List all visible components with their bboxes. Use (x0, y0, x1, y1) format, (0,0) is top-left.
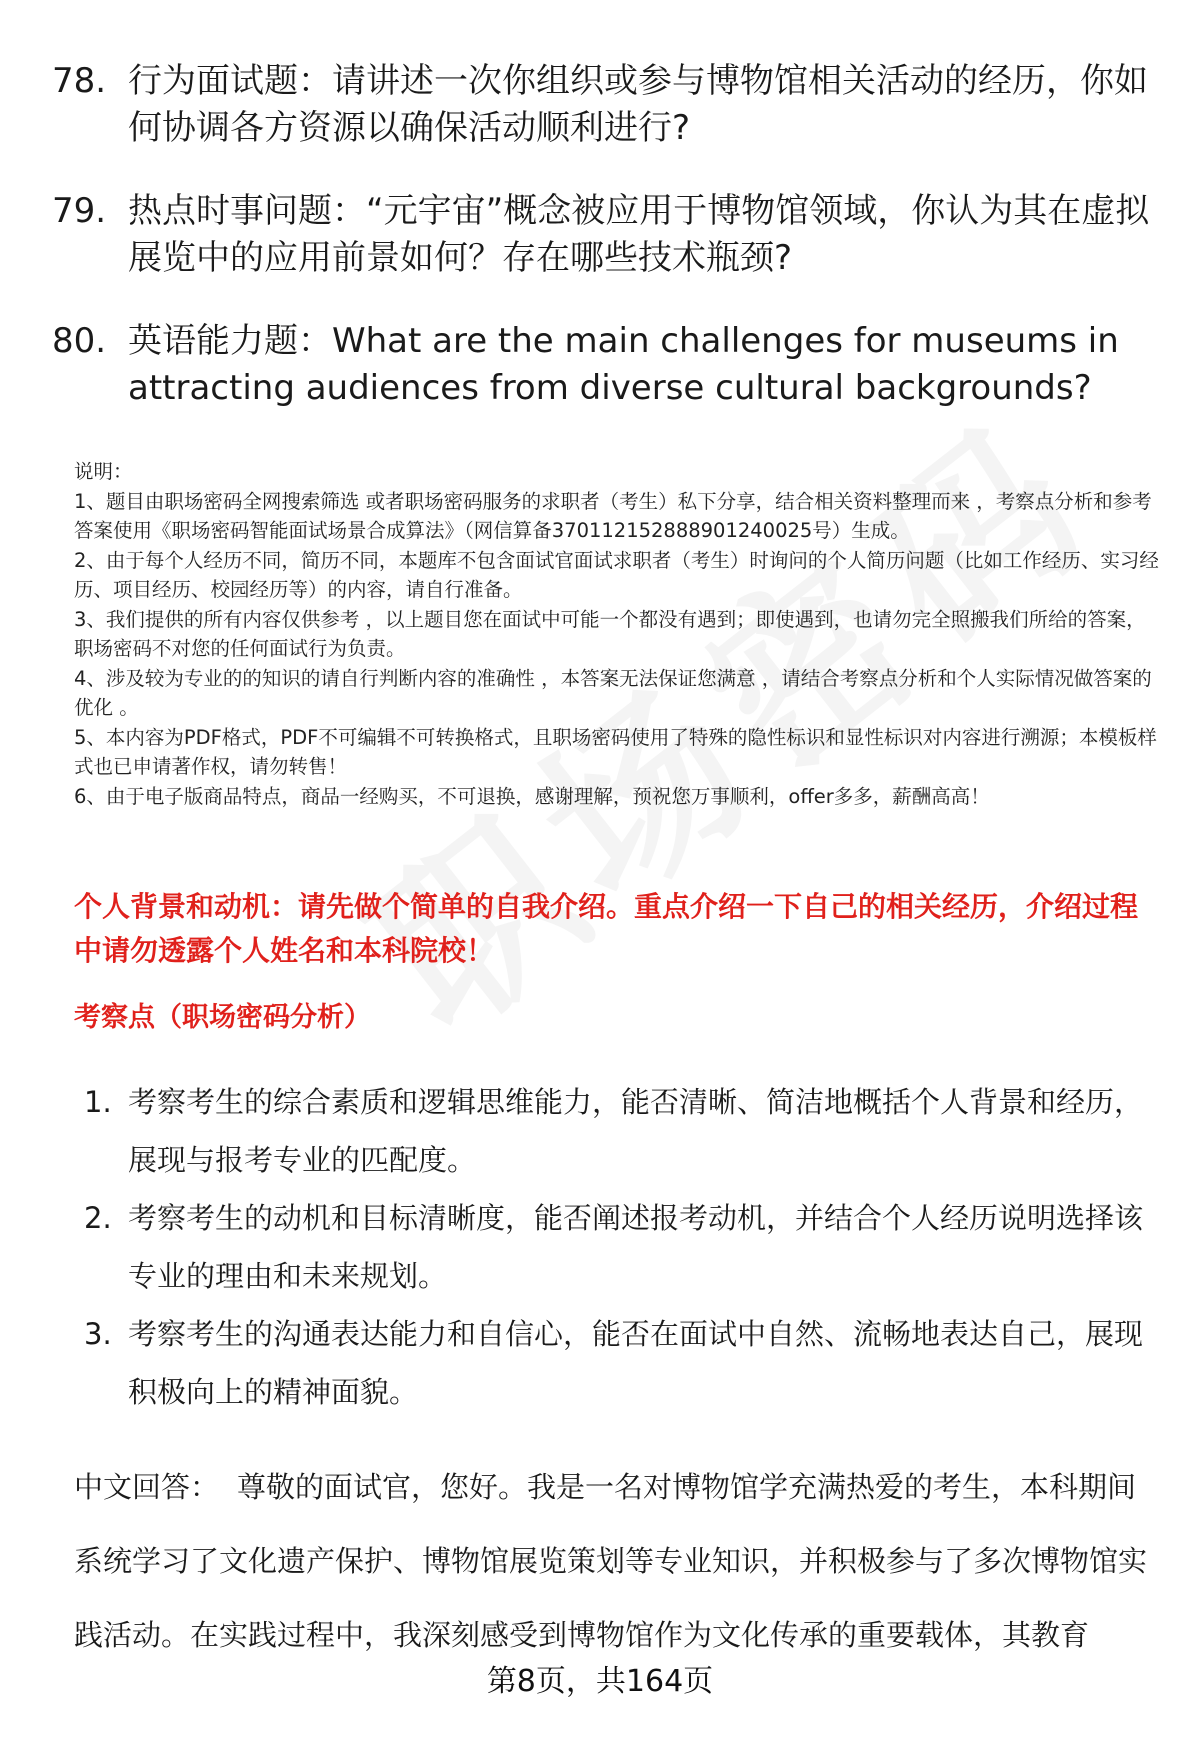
note-item: 2、由于每个人经历不同，简历不同，本题库不包含面试官面试求职者（考生）时询问的个人简历问题（比如工作经历、实习经历、项目经历、校园经历等）的内容，请自行准备。 (74, 548, 1159, 601)
assessment-point (84, 1073, 1144, 1189)
question-text: 英语能力题：What are the main challenges for museums in attracting audiences from diverse cultural backgrounds? (128, 321, 1119, 408)
question-list (52, 58, 1162, 448)
notes-title: 说明： (74, 460, 133, 483)
note-item: 4、涉及较为专业的的知识的请自行判断内容的准确性 ，本答案无法保证您满意 ，请结合考察点分析和个人实际情况做答案的优化 。 (74, 666, 1152, 719)
question-text: 行为面试题：请讲述一次你组织或参与博物馆相关活动的经历，你如何协调各方资源以确保活动顺利进行? (128, 61, 1148, 148)
note-item: 3、我们提供的所有内容仅供参考 ，以上题目您在面试中可能一个都没有遇到；即使遇到，也请勿完全照搬我们所给的答案，职场密码不对您的任何面试行为负责。 (74, 607, 1146, 660)
notes-section (74, 457, 1164, 811)
point-text: 考察考生的沟通表达能力和自信心，能否在面试中自然、流畅地表达自己，展现积极向上的精神面貌。 (128, 1317, 1144, 1409)
point-number: 3. (84, 1317, 112, 1351)
answer-text: 尊敬的面试官，您好。我是一名对博物馆学充满热爱的考生，本科期间系统学习了文化遗产保护、博物馆展览策划等专业知识，并积极参与了多次博物馆实践活动。在实践过程中，我深刻感受到博物馆作为文化传承的重要载体，其教育 (74, 1470, 1148, 1652)
page-footer: 第8页，共164页 (486, 1664, 714, 1699)
question-text: 热点时事问题：“元宇宙”概念被应用于博物馆领域，你认为其在虚拟展览中的应用前景如何？存在哪些技术瓶颈? (128, 191, 1150, 278)
assessment-point (84, 1305, 1144, 1421)
question-item (52, 188, 1162, 282)
note-item: 6、由于电子版商品特点，商品一经购买，不可退换，感谢理解，预祝您万事顺利，offer多多，薪酬高高！ (74, 784, 990, 808)
question-item (52, 58, 1162, 152)
question-number: 78. (52, 61, 107, 101)
section-heading: 个人背景和动机：请先做个简单的自我介绍。重点介绍一下自己的相关经历，介绍过程中请勿透露个人姓名和本科院校！ (74, 890, 1139, 967)
point-number: 2. (84, 1201, 112, 1235)
assessment-points (84, 1073, 1144, 1421)
question-number: 79. (52, 191, 107, 231)
note-item: 1、题目由职场密码全网搜索筛选 或者职场密码服务的求职者（考生）私下分享，结合相关资料整理而来 ，考察点分析和参考答案使用《职场密码智能面试场景合成算法》（网信算备370112152888901240025号）生成。 (74, 489, 1152, 542)
question-item (52, 318, 1162, 412)
section-subheading: 考察点（职场密码分析） (74, 1002, 371, 1033)
question-number: 80. (52, 321, 107, 361)
assessment-point (84, 1189, 1144, 1305)
answer-label: 中文回答： (74, 1470, 220, 1504)
point-text: 考察考生的综合素质和逻辑思维能力，能否清晰、简洁地概括个人背景和经历，展现与报考专业的匹配度。 (128, 1085, 1144, 1177)
note-item: 5、本内容为PDF格式，PDF不可编辑不可转换格式，且职场密码使用了特殊的隐性标识和显性标识对内容进行溯源；本模板样式也已申请著作权，请勿转售！ (74, 725, 1157, 778)
answer-paragraph (74, 1450, 1154, 1672)
point-number: 1. (84, 1085, 112, 1119)
point-text: 考察考生的动机和目标清晰度，能否阐述报考动机，并结合个人经历说明选择该专业的理由和未来规划。 (128, 1201, 1144, 1293)
